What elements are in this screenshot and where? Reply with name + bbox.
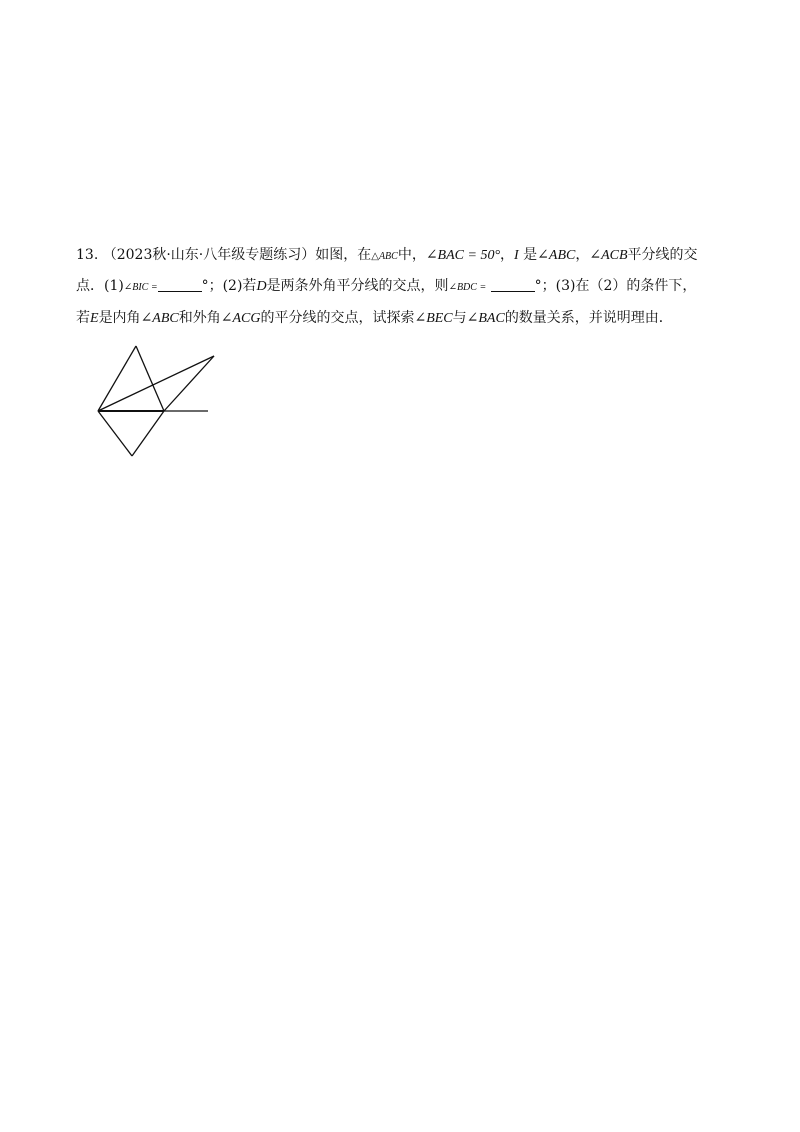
q13-angle-abc: ∠ABC <box>537 248 576 263</box>
q13-angle-abc-2: ∠ABC <box>140 311 179 326</box>
q13-text: 是两条外角平分线的交点，则 <box>266 278 449 294</box>
seg-be <box>98 356 214 411</box>
seg-ac <box>136 346 164 411</box>
q13-text: 和外角 <box>178 310 221 326</box>
q13-angle-acb: ∠ACB <box>589 248 628 263</box>
q13-angle-acg: ∠ACG <box>220 311 261 326</box>
q13-text: 的数量关系，并说明理由． <box>504 310 673 326</box>
seg-bd <box>98 411 132 456</box>
q13-line-3 <box>76 308 673 329</box>
q13-angle-bac-2: ∠BAC <box>466 311 505 326</box>
answer-blank-2[interactable] <box>491 277 535 292</box>
q13-angle-bic-eq: ∠BIC = <box>123 282 158 293</box>
q13-text: 是 <box>518 247 538 263</box>
q13-text: ， <box>575 247 590 263</box>
q13-angle-bec: ∠BEC <box>414 311 453 326</box>
seg-cd <box>132 411 164 456</box>
q13-point-d: D <box>256 279 267 294</box>
q13-text: 与 <box>452 310 467 326</box>
q13-text: 点．(1) <box>76 278 124 294</box>
q13-text: 如图，在 <box>315 247 372 263</box>
q13-text: 是内角 <box>98 310 141 326</box>
q13-point-e: E <box>90 311 99 326</box>
q13-figure <box>60 330 240 470</box>
q13-source: （2023秋·山东·八年级专题练习） <box>102 247 316 263</box>
q13-number: 13. <box>76 247 99 263</box>
seg-ab <box>98 346 136 411</box>
q13-text: 的平分线的交点，试探索 <box>260 310 415 326</box>
q13-text: °；(3)在（2）的条件下， <box>534 278 697 294</box>
q13-angle-bac-eq: ∠BAC = 50° <box>425 248 501 263</box>
q13-line-1 <box>76 245 698 267</box>
q13-text: ， <box>500 247 515 263</box>
q13-text: 若 <box>76 310 90 326</box>
q13-angle-bdc-eq: ∠BDC = <box>448 282 487 293</box>
q13-line-2 <box>76 276 696 298</box>
q13-triangle-abc: △ABC <box>371 251 398 262</box>
q13-text: 平分线的交 <box>627 247 698 263</box>
q13-text: °；(2)若 <box>201 278 257 294</box>
q13-point-i: I <box>514 248 519 263</box>
q13-text: 中， <box>397 247 426 263</box>
seg-ce <box>164 356 214 411</box>
answer-blank-1[interactable] <box>158 277 202 292</box>
